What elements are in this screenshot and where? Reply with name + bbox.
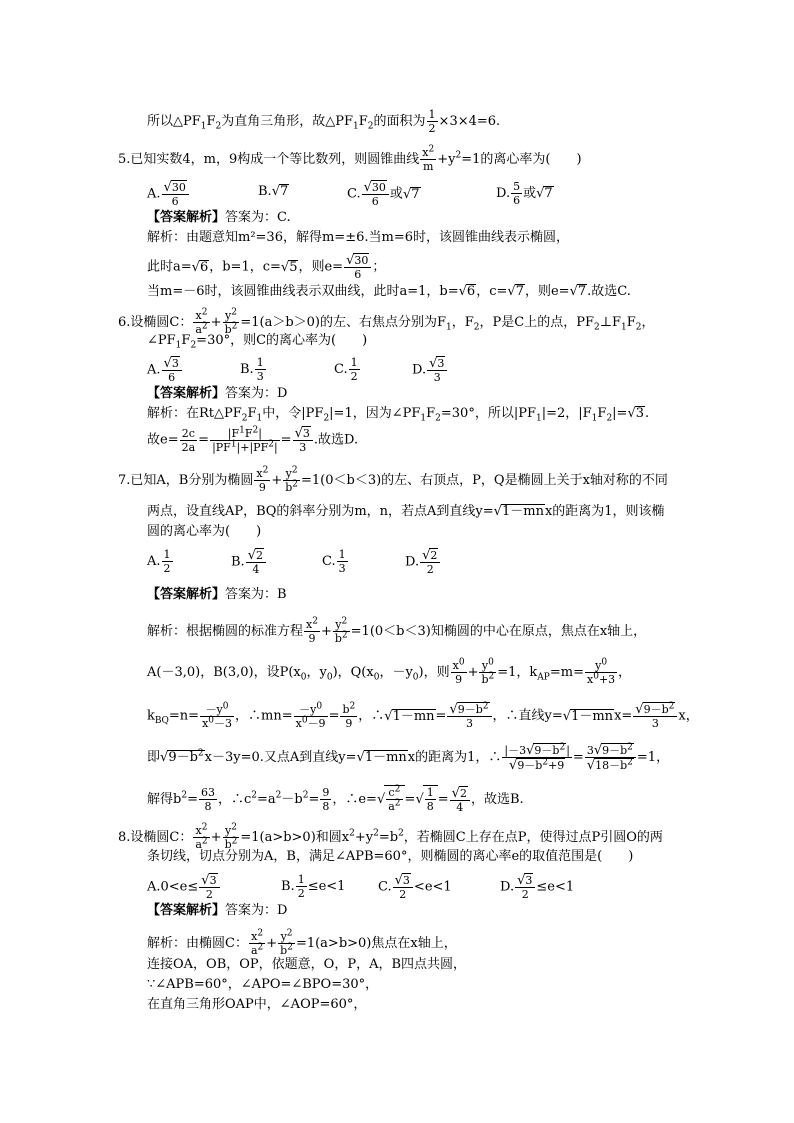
solution-text: 此时a=√6，b=1，c=√5，则e= $\frac{√30}{6}$ ； xyxy=(147,253,386,281)
solution-text: $k_{BQ}=n=$ $\frac{-y^0}{x^0-3}$ ，∴mn= $\frac{-y^0}{x^0-9}$ = $\frac{b^2}{9}$ ，∴√1－mn= $\frac{√9-b^2}{3}$ ，∴直线y=√1－mnx= $\frac{√9-b^2}{3}$ x， xyxy=(147,700,699,730)
option-b: B. $\frac{1}{3}$ xyxy=(240,356,264,383)
answer-heading: 【答案解析】答案为：C. xyxy=(147,210,291,225)
solution-text: A(－3,0)，B(3,0)，设$P(x_0$，$y_0$)，$Q(x_0$，$-y_0$)，则 $\frac{x^0}{9}$ + $\frac{y^0}{b^2}$ =1，$k_{AP}=m=$ $\frac{y^0}{x^0+3}$ ， xyxy=(147,657,632,686)
option-a: A. $\frac{1}{2}$ xyxy=(147,548,171,575)
solution-text: 解析：根据椭圆的标准方程 $\frac{x^2}{9}$ + $\frac{y^2}{b^2}$ =1(0＜b＜3)知椭圆的中心在原点，焦点在x轴上， xyxy=(147,616,647,645)
solution-text: 解析：由题意知m²=36，解得m=±6.当m=6时，该圆锥曲线表示椭圆， xyxy=(147,230,569,245)
solution-text: 当m=－6时，该圆锥曲线表示双曲线，此时a=1，b=√6，c=√7，则e=√7.故选C. xyxy=(147,284,631,299)
option-a: A. $\frac{√3}{6}$ xyxy=(147,356,183,384)
question-7: 7.已知A，B分别为椭圆 $\frac{x^2}{9}$ + $\frac{y^2}{b^2}$ =1(0＜b＜3)的左、右顶点，P，Q是椭圆上关于x轴对称的不同 xyxy=(118,465,668,494)
option-a: A.0<e≤ $\frac{√3}{2}$ xyxy=(147,873,221,901)
solution-text: 在直角三角形OAP中，∠AOP=60°， xyxy=(147,997,367,1012)
solution-text: 即$√9-b^2x-3y=0$.又点A到直线y=√1－mnx的距离为1，∴ $\frac{|-3√9-b^2|}{√9-b^2+9}$ = $\frac{3√9-b^2}{√18-b^2}$ =1， xyxy=(147,742,670,773)
solution-text: 解得$b^2=$ $\frac{63}{8}$ ，$\therefore c^2=a^2-b^2=$ $\frac{9}{8}$ ，∴e=√ $\frac{c^2}{a^2}$ =√ $\frac{1}{8}$ = $\frac{√2}{4}$ ，故选B. xyxy=(147,784,524,814)
solution-text: ∵∠APB=60°，∠APO=∠BPO=30°， xyxy=(147,977,379,992)
option-a: A. $\frac{√30}{6}$ xyxy=(147,180,190,208)
option-c: C. $\frac{1}{3}$ xyxy=(322,548,346,575)
option-d: D. $\frac{√3}{2}$ ≤e<1 xyxy=(500,873,575,901)
option-c: C. $\frac{√30}{6}$ 或√7 xyxy=(347,180,420,208)
question-6-cont: $\angle PF_1F_2=30^\circ$，则C的离心率为( ) xyxy=(147,333,368,351)
option-d: D. $\frac{√3}{3}$ xyxy=(412,356,448,384)
question-8: 8.设椭圆C： $\frac{x^2}{a^2}$ + $\frac{y^2}{b^2}$ =1(a>b>0)和圆$x^2+y^2=b^2$，若椭圆C上存在点P，使得过点P引圆O的两 xyxy=(118,822,663,851)
solution-text: 解析：在$Rt\triangle PF_2F_1$中，令$|PF_2|=1$，因为$\angle PF_1F_2=30^\circ$，所以$|PF_1|=2$，$|F_1F_2|=√3$. xyxy=(147,406,650,424)
answer-heading: 【答案解析】答案为：D xyxy=(147,903,288,918)
text-line: 所以$\triangle PF_1F_2$为直角三角形，故$\triangle PF_1F_2$的面积为 $\frac{1}{2}$ ×3×4=6. xyxy=(147,108,501,135)
solution-text: 解析：由椭圆C： $\frac{x^2}{a^2}$ + $\frac{y^2}{b^2}$ =1(a>b>0)焦点在x轴上， xyxy=(147,928,457,957)
solution-text: 连接OA，OB，OP，依题意，O，P，A，B四点共圆， xyxy=(147,957,467,972)
option-b: B. $\frac{1}{2}$ ≤e<1 xyxy=(281,873,346,900)
answer-heading: 【答案解析】答案为：D xyxy=(147,386,288,401)
question-7-cont: 两点，设直线AP，BQ的斜率分别为m，n，若点A到直线y=√1－mnx的距离为1，则该椭 xyxy=(147,504,665,519)
option-d: D. $\frac{√2}{2}$ xyxy=(405,548,441,576)
question-5: 5.已知实数4，m，9构成一个等比数列，则圆锥曲线 $\frac{x^2}{m}$ $+y^2=1$的离心率为( ) xyxy=(118,144,582,173)
option-c: C. $\frac{1}{2}$ xyxy=(334,356,358,383)
option-c: C. $\frac{√3}{2}$ <e<1 xyxy=(378,873,452,901)
option-b: B. $\frac{√2}{4}$ xyxy=(231,548,267,576)
solution-text: 故e= $\frac{2c}{2a}$ = $\frac{|F^1F^2|}{|PF^1|+|PF^2|}$ = $\frac{√3}{3}$ .故选D. xyxy=(147,424,359,454)
answer-heading: 【答案解析】答案为：B xyxy=(147,587,287,602)
option-b: B.√7 xyxy=(258,184,289,199)
question-6: 6.设椭圆C： $\frac{x^2}{a^2}$ + $\frac{y^2}{b^2}$ =1(a＞b＞0)的左、右焦点分别为$F_1$，$F_2$，P是C上的点，$PF_2\perp F_1F_2$， xyxy=(118,307,655,336)
question-7-cont: 圆的离心率为( ) xyxy=(147,524,262,539)
option-d: D. $\frac{5}{6}$ 或√7 xyxy=(496,180,553,207)
question-8-cont: 条切线，切点分别为A，B，满足∠APB=60°，则椭圆的离心率e的取值范围是( ) xyxy=(147,849,634,864)
